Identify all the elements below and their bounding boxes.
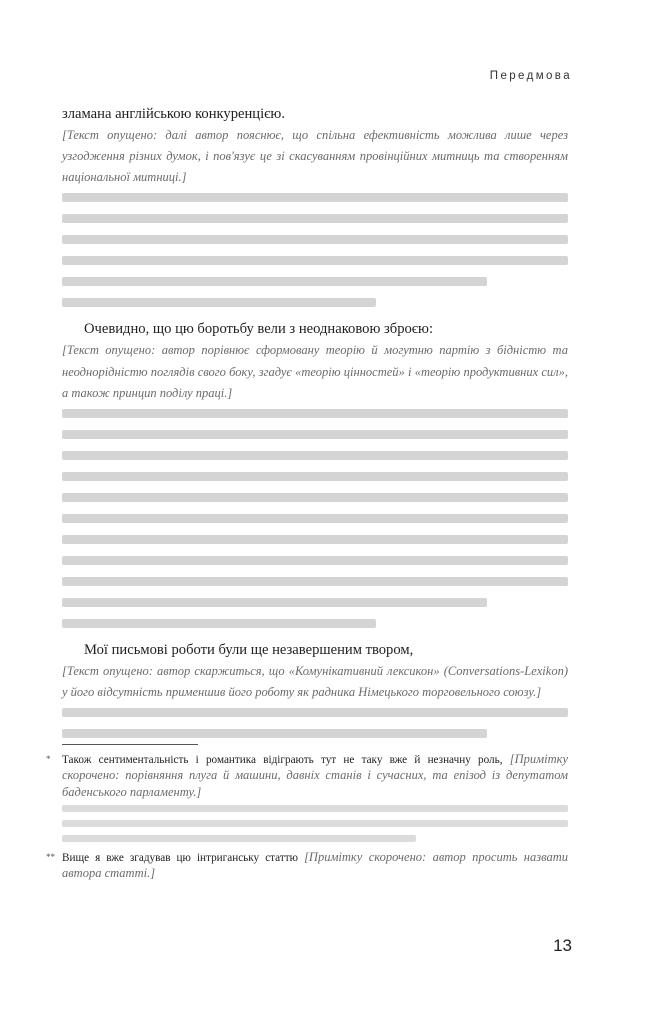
- footnote-summary: [Примітку скорочено: порівняння плуга й машини, давніх станів і сучасних, та епізод із депутатом баденського парламенту.]: [62, 752, 569, 799]
- footnote: [46, 849, 568, 883]
- paragraph-lead: Очевидно, що цю боротьбу вели з неоднаковою зброєю:: [84, 321, 434, 338]
- paragraph-summary: [Текст опущено: автор скаржиться, що «Комунікативний лексикон» (Conversations-Lexikon) у його відсутність применшив його роботу як радника Німецького торговельного союзу.]: [62, 663, 568, 699]
- footnote-lead: Вище я вже згадував цю інтриганську статтю: [62, 851, 298, 864]
- footnote-marker: **: [46, 851, 55, 862]
- footnote-lead: Також сентиментальність і романтика відіграють тут не таку вже й незначну роль,: [62, 754, 503, 766]
- paragraph: [62, 640, 568, 738]
- paragraph-summary: [Текст опущено: далі автор пояснює, що спільна ефективність можлива лише через узгодження різних думок, і пов'язує це зі скасуванням провінційних митниць та створенням національної митниці.]: [62, 128, 568, 185]
- footnote: [46, 752, 569, 842]
- paragraph-lead: Мої письмові роботи були ще незавершеним твором,: [84, 641, 414, 658]
- running-header: Передмова: [489, 70, 572, 82]
- footnotes: [46, 752, 569, 886]
- footnote-marker: *: [46, 754, 51, 764]
- paragraph-summary: [Текст опущено: автор порівнює сформовану теорію й могутню партію з бідністю та неоднорідністю поглядів свого боку, згадує «теорію цінностей» і «теорію продуктивних сил», а також принцип поділу праці.]: [62, 343, 568, 400]
- footnote-divider: [62, 744, 198, 745]
- page-number: 13: [553, 936, 572, 955]
- paragraph: [62, 319, 568, 627]
- footnote-summary: [Примітку скорочено: автор просить назвати автора статті.]: [62, 849, 568, 881]
- paragraph: [62, 104, 568, 307]
- text-placeholder: [62, 409, 568, 628]
- text-placeholder: [62, 708, 568, 738]
- paragraph-lead: зламана англійською конкуренцією.: [62, 106, 285, 122]
- text-placeholder: [62, 193, 568, 307]
- body-text: [62, 104, 568, 750]
